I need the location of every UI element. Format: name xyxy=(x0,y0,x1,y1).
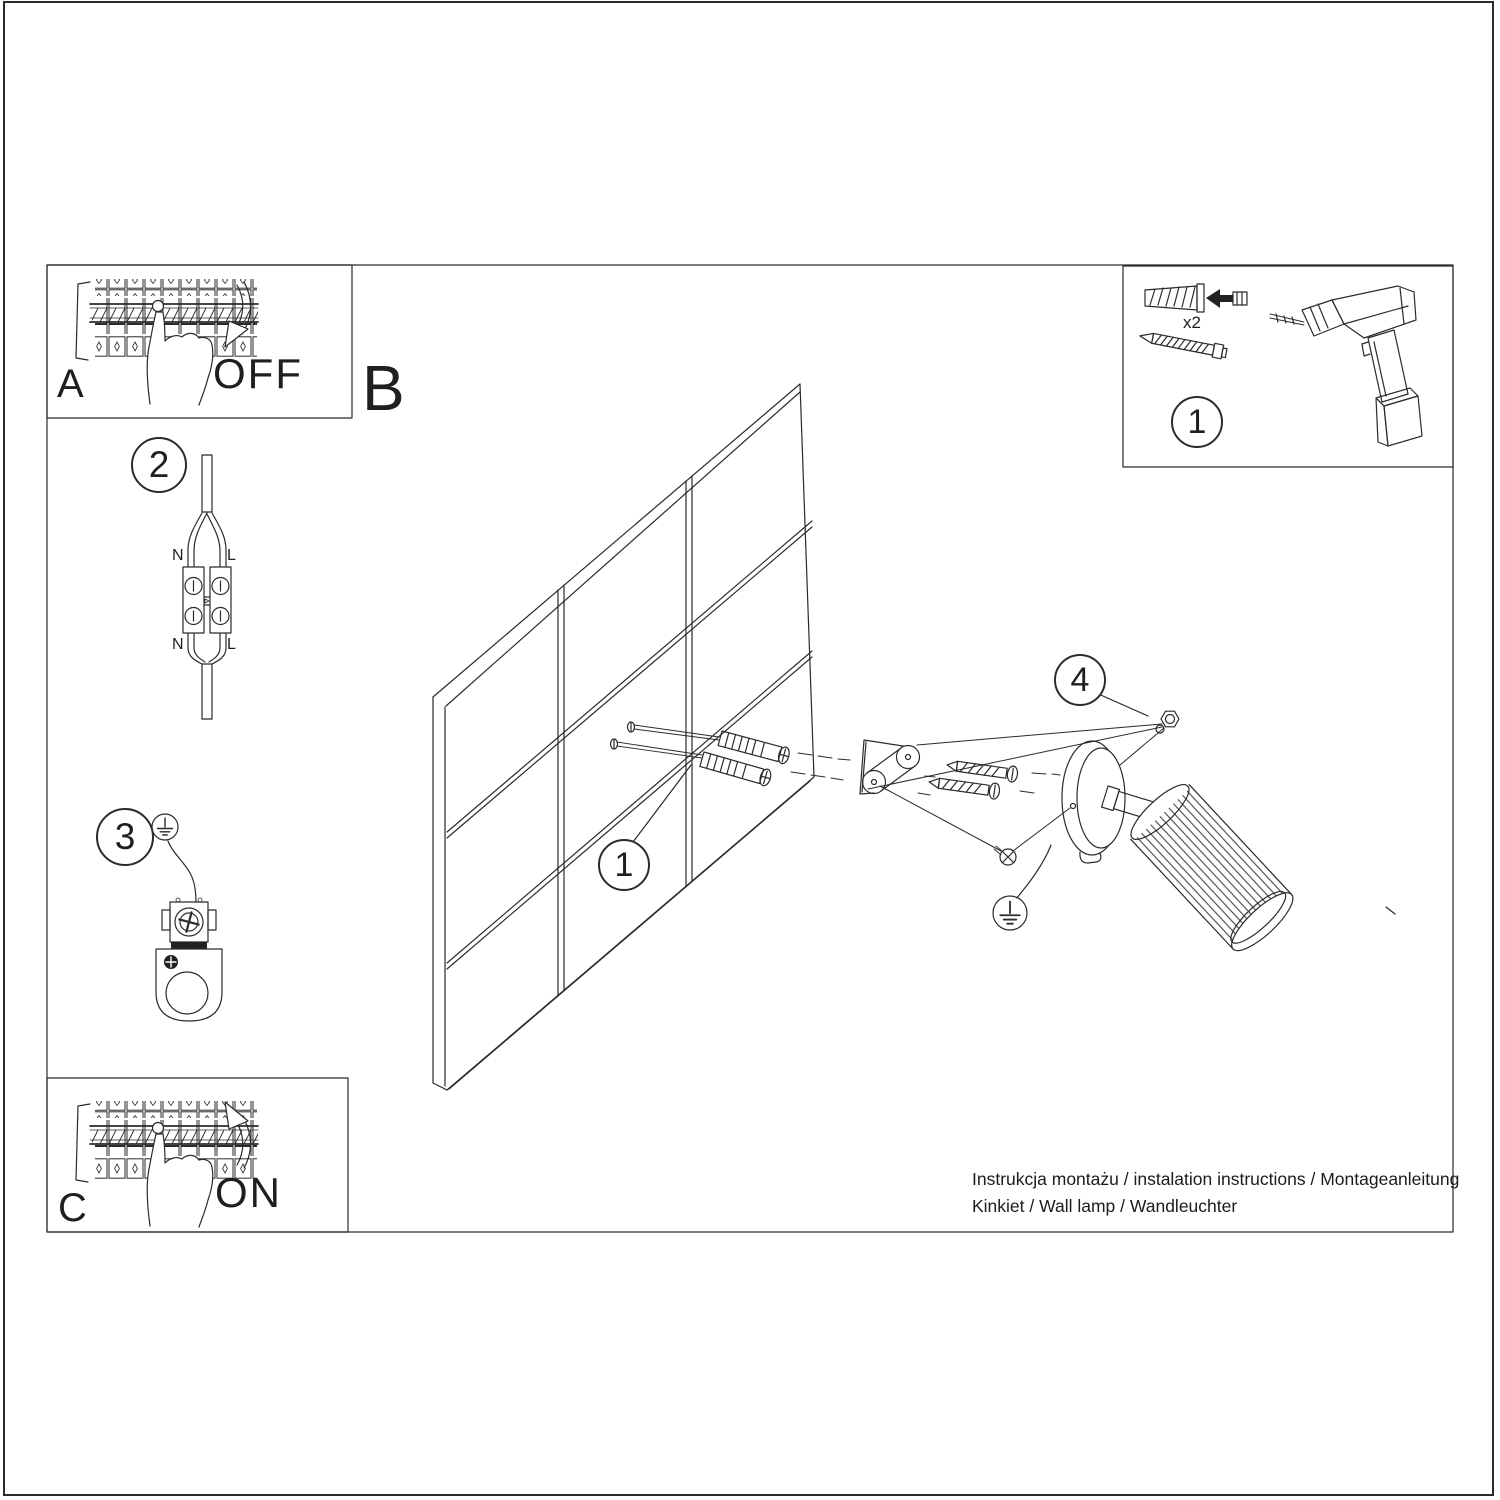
step4-leader-line xyxy=(1094,692,1148,716)
step-circle-tools xyxy=(1171,396,1223,448)
stray-mark xyxy=(1386,907,1395,914)
earth-symbol-icon xyxy=(993,896,1027,930)
step-circle-tools-number: 1 xyxy=(1187,402,1207,441)
cable-bottom xyxy=(202,664,212,719)
hex-nut xyxy=(1156,711,1179,733)
lamp-shade xyxy=(1123,776,1301,959)
fixing-screw xyxy=(611,739,703,758)
step-circle-nut-number: 4 xyxy=(1070,660,1090,699)
wire-label-l-bottom: L xyxy=(227,636,236,653)
wire-label-n-bottom: N xyxy=(172,636,184,653)
terminal-screws xyxy=(185,578,229,625)
panel-c-label: C xyxy=(58,1186,87,1230)
ground-wire xyxy=(168,841,196,902)
step-circle-wall-number: 1 xyxy=(614,845,634,884)
wall-plug-with-screw xyxy=(1145,284,1247,312)
panel-a-label: A xyxy=(57,362,84,406)
screw-part xyxy=(1139,329,1228,360)
drawing-frame xyxy=(47,265,1453,1232)
bracket-hole xyxy=(166,972,208,1014)
step1-leader-line xyxy=(633,765,691,842)
ground-screw-alignment-lines xyxy=(880,786,1070,851)
wire-label-n-top: N xyxy=(172,547,184,564)
axis-dashed-lines xyxy=(791,753,850,780)
step-circle-wiring xyxy=(131,437,187,493)
title-line-2: Kinkiet / Wall lamp / Wandleuchter xyxy=(972,1196,1238,1216)
ground-wire-curve xyxy=(1017,845,1051,898)
mounting-screw xyxy=(928,774,1001,800)
title-line-1: Instrukcja montażu / instalation instructions / Montageanleitung xyxy=(972,1169,1460,1189)
wiring-terminal-drawing xyxy=(183,455,231,719)
step-circle-wiring-number: 2 xyxy=(148,444,170,485)
ground-connection-drawing xyxy=(152,814,222,1021)
lamp-exploded-view xyxy=(860,692,1300,958)
wall-drawing xyxy=(433,384,814,1090)
wall-plug xyxy=(700,751,773,787)
step-circle-ground-number: 3 xyxy=(114,816,136,857)
off-label: OFF xyxy=(213,350,303,397)
parts-box xyxy=(1123,266,1453,467)
step-circle-ground xyxy=(96,808,154,866)
wire-label-l-top: L xyxy=(227,547,236,564)
mounting-bracket xyxy=(860,740,920,794)
step-circle-wall xyxy=(598,839,650,891)
on-label: ON xyxy=(215,1169,282,1216)
panel-b-label: B xyxy=(362,352,405,424)
mounting-screw xyxy=(946,757,1019,783)
fixing-screw xyxy=(628,722,720,740)
earth-symbol-icon xyxy=(152,814,178,840)
cable-top xyxy=(202,455,212,512)
anchor-qty-label: x2 xyxy=(1183,313,1201,332)
step-circle-nut xyxy=(1054,654,1106,706)
drill-icon xyxy=(1270,286,1422,446)
